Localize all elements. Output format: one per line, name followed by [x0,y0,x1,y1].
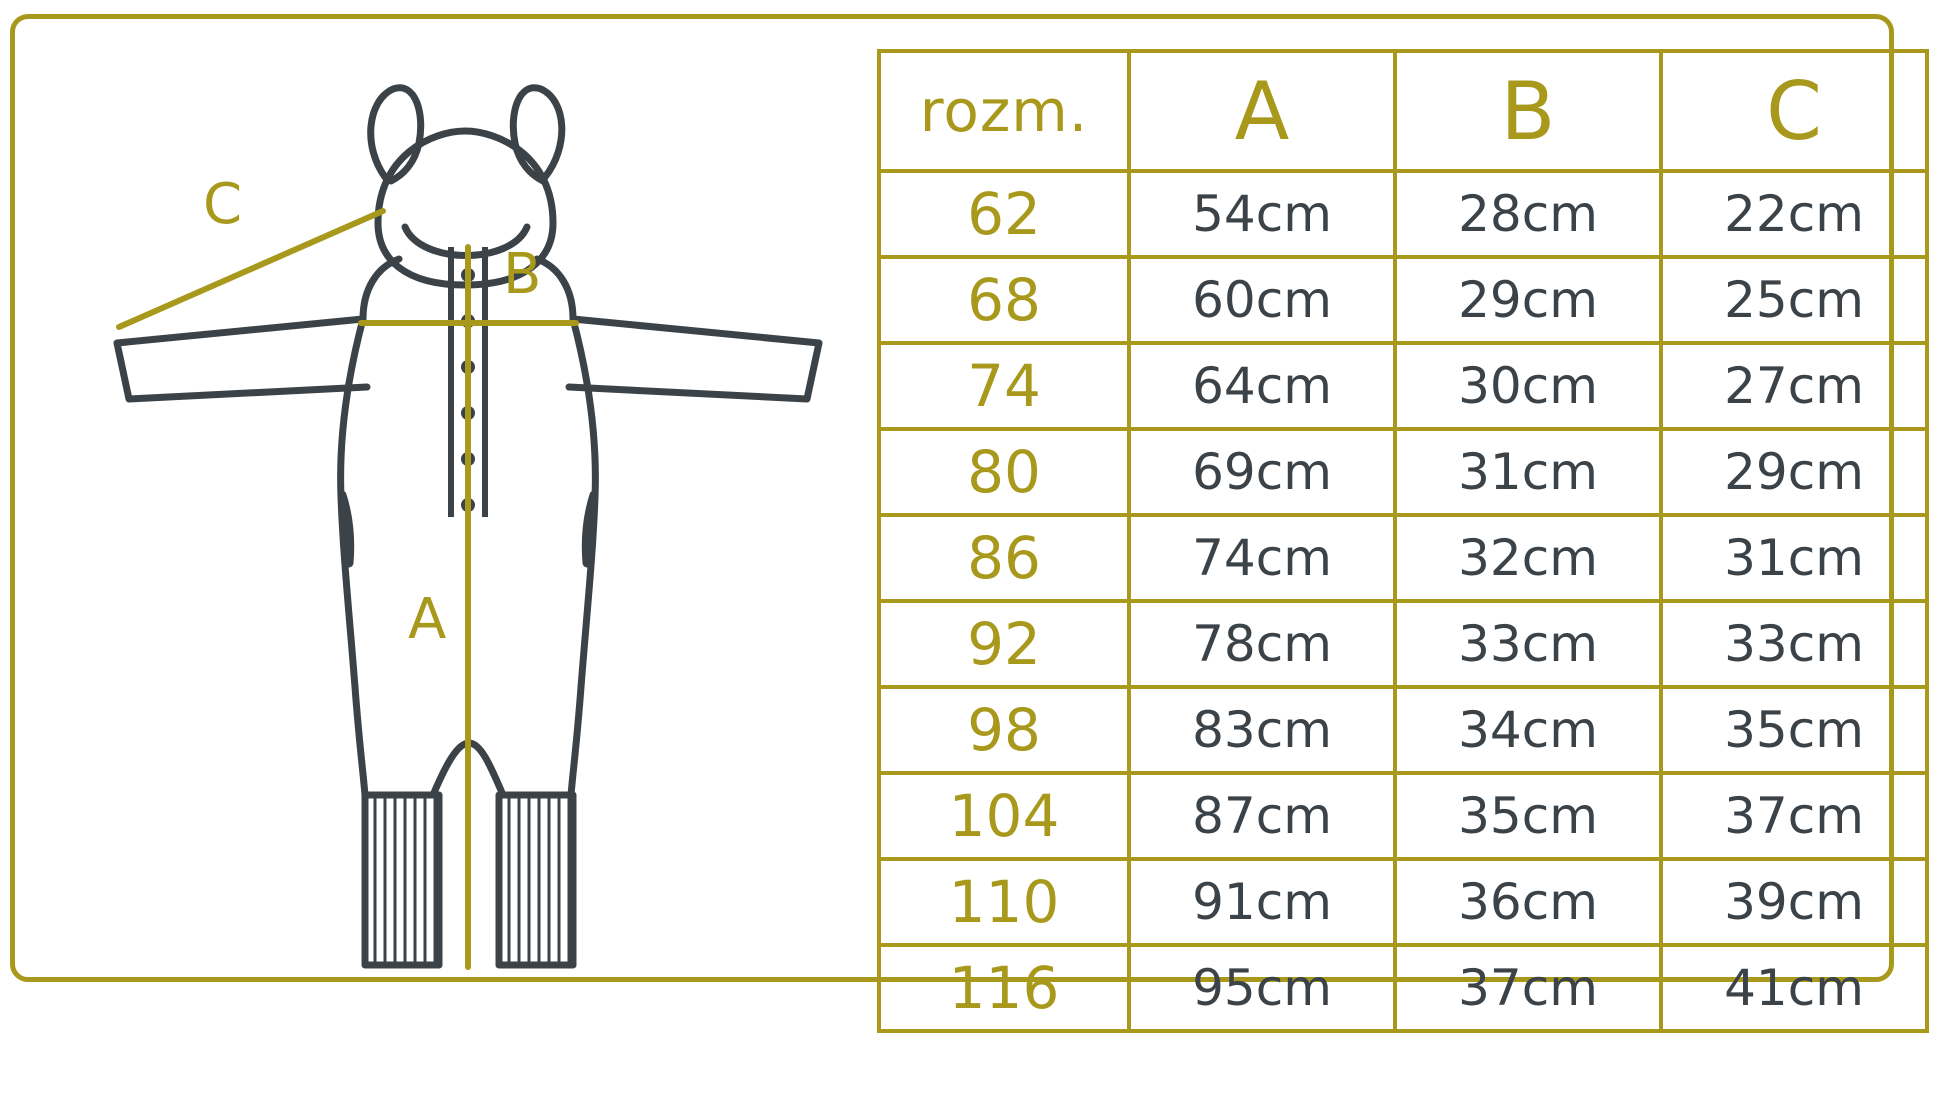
cell-b: 35cm [1395,773,1661,859]
table-row [879,601,1927,687]
cell-c: 31cm [1661,515,1927,601]
cell-b: 36cm [1395,859,1661,945]
cell-a: 69cm [1129,429,1395,515]
header-a: A [1129,51,1395,171]
cell-c: 29cm [1661,429,1927,515]
measure-label-a: A [408,587,447,652]
size-table [877,49,1929,1033]
garment-illustration [33,27,878,977]
measure-line-c [119,211,383,327]
measure-label-c: C [203,172,243,237]
table-header-row [879,51,1927,171]
table-row [879,343,1927,429]
cell-size: 68 [879,257,1129,343]
cell-a: 54cm [1129,171,1395,257]
measure-label-b: B [503,242,542,307]
header-size: rozm. [879,51,1129,171]
table-row [879,859,1927,945]
cell-b: 31cm [1395,429,1661,515]
cell-b: 37cm [1395,945,1661,1031]
cell-c: 27cm [1661,343,1927,429]
table-row [879,429,1927,515]
cell-b: 32cm [1395,515,1661,601]
cell-b: 29cm [1395,257,1661,343]
cell-a: 87cm [1129,773,1395,859]
cell-c: 41cm [1661,945,1927,1031]
cell-size: 92 [879,601,1129,687]
cell-b: 30cm [1395,343,1661,429]
cell-a: 95cm [1129,945,1395,1031]
cell-a: 74cm [1129,515,1395,601]
cell-size: 74 [879,343,1129,429]
cell-b: 34cm [1395,687,1661,773]
table-row [879,171,1927,257]
cell-c: 33cm [1661,601,1927,687]
size-chart-panel [10,14,1894,1022]
romper-outline-svg [33,27,878,977]
cell-a: 91cm [1129,859,1395,945]
cell-size: 116 [879,945,1129,1031]
cell-c: 22cm [1661,171,1927,257]
cell-c: 25cm [1661,257,1927,343]
cell-c: 35cm [1661,687,1927,773]
table-row [879,257,1927,343]
cell-size: 110 [879,859,1129,945]
cell-c: 37cm [1661,773,1927,859]
cell-b: 33cm [1395,601,1661,687]
cell-c: 39cm [1661,859,1927,945]
header-b: B [1395,51,1661,171]
cell-a: 60cm [1129,257,1395,343]
cell-a: 64cm [1129,343,1395,429]
header-c: C [1661,51,1927,171]
table-row [879,687,1927,773]
cell-size: 86 [879,515,1129,601]
table-row [879,515,1927,601]
cell-a: 78cm [1129,601,1395,687]
cell-b: 28cm [1395,171,1661,257]
cell-a: 83cm [1129,687,1395,773]
cell-size: 62 [879,171,1129,257]
cell-size: 104 [879,773,1129,859]
cell-size: 98 [879,687,1129,773]
cell-size: 80 [879,429,1129,515]
table-row [879,773,1927,859]
table-row [879,945,1927,1031]
